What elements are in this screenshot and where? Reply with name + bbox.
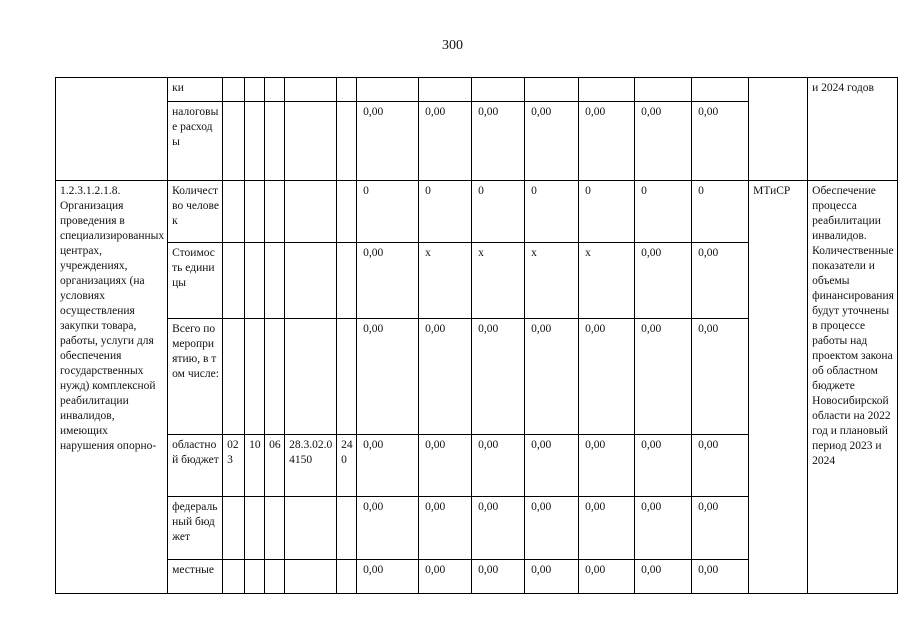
table-cell	[245, 319, 265, 435]
table-cell	[285, 497, 337, 560]
row-label: Всего по мероприятию, в том числе:	[168, 319, 223, 435]
value-cell: 0,00	[635, 243, 692, 319]
table-cell	[337, 181, 357, 243]
table-cell	[337, 243, 357, 319]
value-cell: 0,00	[357, 497, 419, 560]
table-cell	[245, 243, 265, 319]
value-cell: 0,00	[357, 102, 419, 181]
table-cell	[223, 319, 245, 435]
measure-name-cell: 1.2.3.1.2.1.8. Организация проведения в специализированных центрах, учреждениях, организациях (на условиях осуществления закупки товара, работы, услуги для обеспечения государственных нужд) комплексной реабилитации инвалидов, имеющих нарушения опорно-	[56, 181, 168, 594]
value-cell: 0,00	[635, 560, 692, 594]
value-cell: 0,00	[692, 319, 749, 435]
code-cell: 023	[223, 435, 245, 497]
table-cell	[223, 497, 245, 560]
row-label: налоговые расходы	[168, 102, 223, 181]
table-cell	[337, 78, 357, 102]
value-cell: 0,00	[579, 435, 635, 497]
value-cell: 0,00	[357, 435, 419, 497]
table-cell	[285, 102, 337, 181]
table-cell	[223, 78, 245, 102]
value-cell: 0,00	[635, 435, 692, 497]
table-cell	[337, 102, 357, 181]
value-cell: 0,00	[579, 102, 635, 181]
table-cell	[245, 560, 265, 594]
value-cell: 0,00	[472, 319, 525, 435]
row-label: областной бюджет	[168, 435, 223, 497]
table-cell	[245, 181, 265, 243]
table-cell	[223, 102, 245, 181]
table-cell	[357, 78, 419, 102]
table-row	[56, 181, 898, 243]
table-cell	[265, 78, 285, 102]
value-cell: 0,00	[525, 435, 579, 497]
table-cell	[472, 78, 525, 102]
value-cell: 0,00	[579, 319, 635, 435]
value-cell: 0,00	[419, 319, 472, 435]
value-cell: 0,00	[635, 102, 692, 181]
value-cell: 0,00	[579, 497, 635, 560]
value-cell: 0,00	[419, 435, 472, 497]
value-cell: 0,00	[419, 102, 472, 181]
table-cell	[337, 497, 357, 560]
value-cell: 0,00	[525, 497, 579, 560]
value-cell: 0,00	[419, 560, 472, 594]
value-cell: 0,00	[525, 319, 579, 435]
value-cell: 0,00	[692, 243, 749, 319]
table-cell	[337, 319, 357, 435]
row-label: местные	[168, 560, 223, 594]
table-cell	[245, 497, 265, 560]
table-cell	[223, 243, 245, 319]
value-cell: 0,00	[357, 319, 419, 435]
value-cell: 0,00	[472, 102, 525, 181]
page-number: 300	[442, 38, 463, 53]
table-cell	[285, 181, 337, 243]
value-cell: 0,00	[635, 497, 692, 560]
notes-cell: Обеспечение процесса реабилитации инвалидов. Количественные показатели и объемы финансирования будут уточнены в процессе работы над проектом закона об областном бюджете Новосибирской области на 2022 год и плановый период 2023 и 2024	[808, 181, 898, 594]
executor-cell-continued	[749, 78, 808, 181]
table-cell	[579, 78, 635, 102]
notes-cell-continued: и 2024 годов	[808, 78, 898, 181]
table-cell	[265, 243, 285, 319]
value-cell: x	[472, 243, 525, 319]
value-cell: x	[525, 243, 579, 319]
value-cell: 0,00	[525, 102, 579, 181]
measure-cell-continued	[56, 78, 168, 181]
table-cell	[337, 560, 357, 594]
value-cell: 0	[472, 181, 525, 243]
value-cell: 0,00	[525, 560, 579, 594]
value-cell: 0	[419, 181, 472, 243]
value-cell: 0	[692, 181, 749, 243]
budget-table	[55, 77, 898, 594]
table-cell	[223, 560, 245, 594]
executor-cell: МТиСР	[749, 181, 808, 594]
value-cell: 0	[525, 181, 579, 243]
value-cell: 0,00	[692, 497, 749, 560]
row-label: ки	[168, 78, 223, 102]
row-label: Стоимость единицы	[168, 243, 223, 319]
code-cell: 28.3.02.04150	[285, 435, 337, 497]
value-cell: 0,00	[357, 560, 419, 594]
table-cell	[245, 78, 265, 102]
table-cell	[285, 319, 337, 435]
value-cell: 0,00	[635, 319, 692, 435]
value-cell: 0	[635, 181, 692, 243]
table-cell	[265, 102, 285, 181]
table-cell	[419, 78, 472, 102]
table-cell	[285, 243, 337, 319]
table-cell	[525, 78, 579, 102]
value-cell: 0,00	[419, 497, 472, 560]
table-cell	[265, 560, 285, 594]
table-cell	[265, 497, 285, 560]
value-cell: x	[419, 243, 472, 319]
value-cell: 0,00	[472, 435, 525, 497]
value-cell: 0,00	[692, 560, 749, 594]
row-label: федеральный бюджет	[168, 497, 223, 560]
table-cell	[285, 560, 337, 594]
value-cell: 0,00	[472, 497, 525, 560]
value-cell: 0,00	[357, 243, 419, 319]
code-cell: 10	[245, 435, 265, 497]
table-row	[56, 78, 898, 102]
row-label: Количество человек	[168, 181, 223, 243]
table-cell	[265, 181, 285, 243]
value-cell: 0,00	[692, 102, 749, 181]
code-cell: 06	[265, 435, 285, 497]
table-cell	[245, 102, 265, 181]
value-cell: 0	[579, 181, 635, 243]
value-cell: 0,00	[692, 435, 749, 497]
value-cell: 0	[357, 181, 419, 243]
table-cell	[692, 78, 749, 102]
table-cell	[265, 319, 285, 435]
value-cell: 0,00	[579, 560, 635, 594]
table-cell	[285, 78, 337, 102]
value-cell: x	[579, 243, 635, 319]
code-cell: 240	[337, 435, 357, 497]
value-cell: 0,00	[472, 560, 525, 594]
table-cell	[223, 181, 245, 243]
table-cell	[635, 78, 692, 102]
